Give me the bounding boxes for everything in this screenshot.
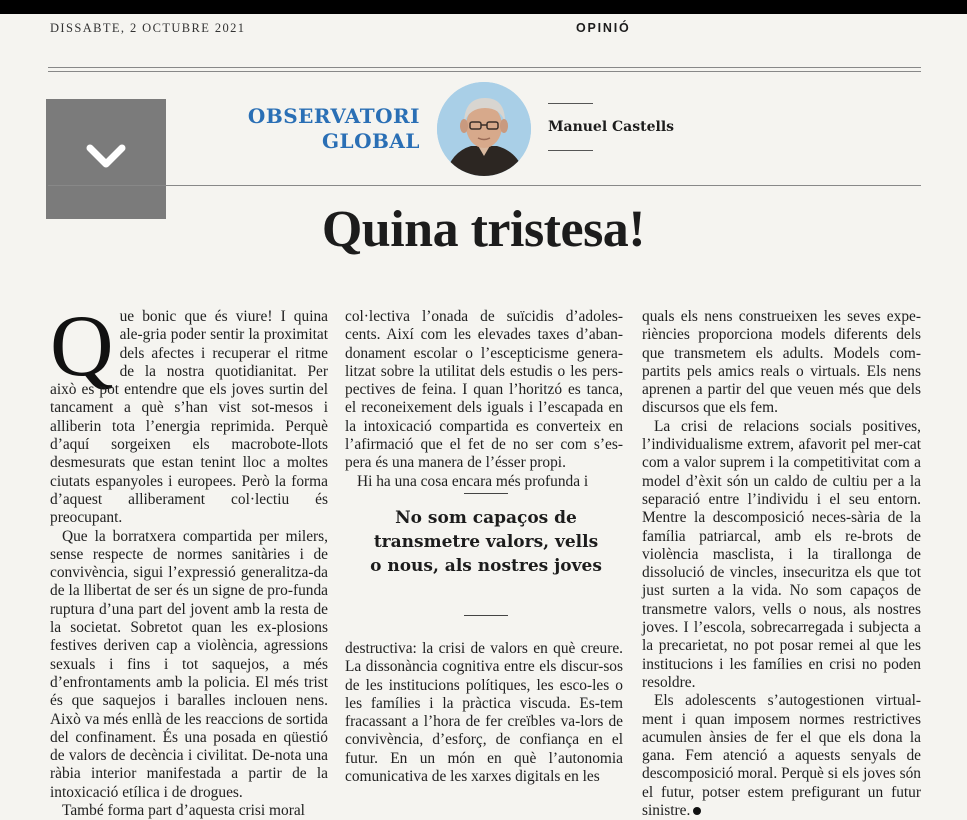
dateline: DISSABTE, 2 OCTUBRE 2021 <box>50 21 246 35</box>
paragraph: col·lectiva l’onada de suïcidis d’adoles-cents. Així com les elevades taxes d’aban-donament escolar o l’escepticisme genera-litzat sobre la utilitat dels estudis o les pers-pectives de feina. I quan l’horitzó es tanca, el reconeixement dels iguals i l’escapada en la intoxicació compartida es converteix en l’afirmació que el fet de no ser com s’es-pera és una manera de l’ésser propi. <box>345 308 623 472</box>
article-column-3 <box>642 308 921 820</box>
article-title: Quina tristesa! <box>321 201 646 258</box>
header-rule <box>48 67 921 68</box>
paragraph-text: ue bonic que és viure! I quina ale-gria poder sentir la proximitat dels afectes i recuperar el ritme de la nostra quotidianitat. Per això es pot entendre que els joves surtin del tancament a què s’han vist sot-mesos i alliberin tota l’energia reprimida. Perquè d’aquí sorgeixen els macrobote-llots desmesurats que estan tenint lloc a moltes ciutats espanyoles i europees. Però la forma d’aquest alliberament col·lectiu és preocupant. <box>50 308 328 527</box>
author-name: Manuel Castells <box>548 119 675 135</box>
end-bullet-icon <box>693 807 701 815</box>
paragraph: Que la borratxera compartida per milers, sense respecte de normes sanitàries i de convivència, sigui l’expressió generalitza-da de la llibertat de ser és un signe de pro-funda ruptura d’una part del jovent amb la resta de la societat. Sobretot quan les ex-plosions festives deriven cap a violència, agressions sexuals i fins i tot saquejos, a més d’enfrontaments amb la policia. El més trist és que saquejos i baralles inclouen nens. Això va més enllà de les reaccions de sortida del confinament. És una posada en qüestió de valors de decència i civilitat. De-nota una ràbia interior manifestada a partir de la intoxicació etílica i de drogues. <box>50 527 328 801</box>
pull-quote: No som capaços de transmetre valors, vells o nous, als nostres joves <box>370 508 602 576</box>
article-column-1 <box>50 298 328 820</box>
brand-line-1: OBSERVATORI <box>247 104 420 128</box>
paragraph: quals els nens construeixen les seves expe-riències proporciona models diferents dels que transmetem els adults. Models com-partits pels amics reals o virtuals. Els nens aprenen a partir del que veuen més que dels discursos que els fem. <box>642 308 921 417</box>
author-photo <box>437 82 531 176</box>
paragraph <box>642 692 921 820</box>
pullquote-rule-bottom <box>464 615 508 616</box>
column-brand <box>200 104 420 154</box>
paragraph <box>50 298 328 528</box>
paragraph: Hi ha una cosa encara més profunda i <box>357 472 589 490</box>
chevron-down-icon <box>86 142 126 172</box>
drop-cap: Q <box>50 298 114 395</box>
author-portrait <box>437 82 531 176</box>
header-rule-2 <box>48 71 921 72</box>
pullquote-rule-top <box>464 493 508 494</box>
paragraph-text: Els adolescents s’autogestionen virtual-ment i quan imposem normes restrictives acumulen ànsies de fer el que els dona la gana. Fem atenció a aquests senyals de descomposició moral. Perquè si els joves són el futur, potser estem prefigurant un futur sinistre. <box>642 692 921 820</box>
paragraph: La crisi de relacions socials positives, l’individualisme extrem, afavorit pel mer-cat com a valor suprem i la competitivitat com a model d’èxit són un caldo de cultiu per a la separació entre l’individu i el seu entorn. Mentre la descomposició neces-sària de la família patriarcal, amb els re-brots de violència masclista, i la tirallonga de dissolució de vincles, insecuritza els que tot just surten a la vida. No som capaços de transmetre valors, vells o nous, als nostres joves. I l’escola, sobrecarregada i subjecta a la precarietat, no pot posar remei al que les institucions i les famílies en crisi no poden resoldre. <box>642 417 921 691</box>
article-column-2-top <box>345 308 623 491</box>
title-rule <box>48 185 921 186</box>
paragraph: destructiva: la crisi de valors en què creure. La dissonància cognitiva entre els discur-sos de les institucions polítiques, les esco-les o les famílies i la pràctica viscuda. Es-tem fracassant a l’hora de fer creïbles va-lors de convivència, d’esforç, de confiança en el futur. En un món en què l’autonomia comunicativa de les xarxes digitals en les <box>345 640 623 786</box>
section-label: OPINIÓ <box>576 21 631 35</box>
author-rule-bottom <box>548 150 593 151</box>
author-rule-top <box>548 103 593 104</box>
paragraph: També forma part d’aquesta crisi moral <box>62 802 305 820</box>
brand-line-2: GLOBAL <box>321 129 420 153</box>
article-column-2-bottom <box>345 640 623 786</box>
top-bar <box>0 0 967 14</box>
